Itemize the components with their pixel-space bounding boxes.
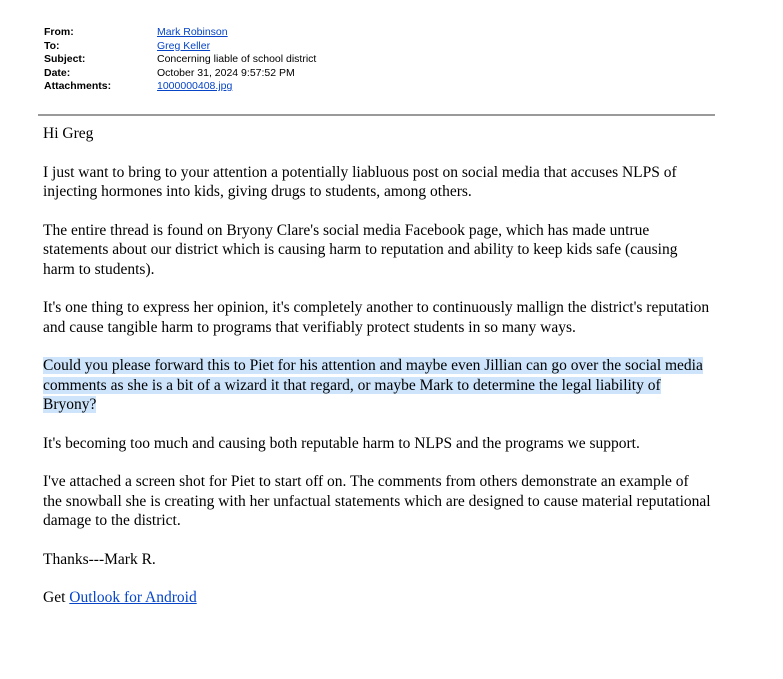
to-link[interactable]: Greg Keller — [157, 39, 211, 52]
greeting: Hi Greg — [43, 125, 94, 142]
from-row — [44, 26, 316, 40]
get-outlook-line — [43, 588, 711, 608]
to-label: To: — [44, 39, 60, 52]
date-label: Date: — [44, 66, 71, 79]
get-prefix: Get — [43, 589, 70, 606]
to-row — [44, 40, 316, 54]
date-row — [44, 67, 316, 81]
from-label: From: — [44, 26, 74, 38]
outlook-for-android-link[interactable]: Outlook for Android — [69, 589, 197, 606]
paragraph-3: It's one thing to express her opinion, it's completely another to continuously mallign the district's reputation and cause tangible harm to programs that verifiably protect students in so many ways. — [43, 299, 710, 336]
date-value: October 31, 2024 9:57:52 PM — [157, 66, 295, 79]
paragraph-6: I've attached a screen shot for Piet to start off on. The comments from others demonstrate an example of the snowball she is creating with her unfactual statements which are designed to cause material reputational damage to the district. — [43, 473, 711, 529]
subject-label: Subject: — [44, 53, 86, 65]
email-body — [43, 124, 711, 627]
attachments-label: Attachments: — [44, 80, 112, 92]
attachments-row — [44, 80, 316, 94]
paragraph-2: The entire thread is found on Bryony Clare's social media Facebook page, which has made untrue statements about our district which is causing harm to reputation and ability to keep kids safe (causing harm to students). — [43, 221, 678, 278]
signoff: Thanks---Mark R. — [43, 550, 156, 568]
paragraph-4-highlighted — [43, 356, 711, 415]
subject-value: Concerning liable of school district — [157, 53, 317, 65]
highlighted-text: Could you please forward this to Piet for his attention and maybe even Jillian can go over the social media comments as she is a bit of a wizard it that regard, or maybe Mark to determine the legal liability of Bryony? — [43, 357, 703, 413]
subject-row — [44, 53, 316, 67]
paragraph-1: I just want to bring to your attention a potentially liabluous post on social media that accuses NLPS of injecting hormones into kids, giving drugs to students, among others. — [43, 163, 677, 200]
paragraph-5: It's becoming too much and causing both reputable harm to NLPS and the programs we support. — [43, 434, 640, 452]
header-divider — [38, 114, 715, 116]
attachment-link[interactable]: 1000000408.jpg — [157, 80, 233, 92]
email-header — [44, 26, 316, 94]
from-link[interactable]: Mark Robinson — [157, 26, 228, 38]
